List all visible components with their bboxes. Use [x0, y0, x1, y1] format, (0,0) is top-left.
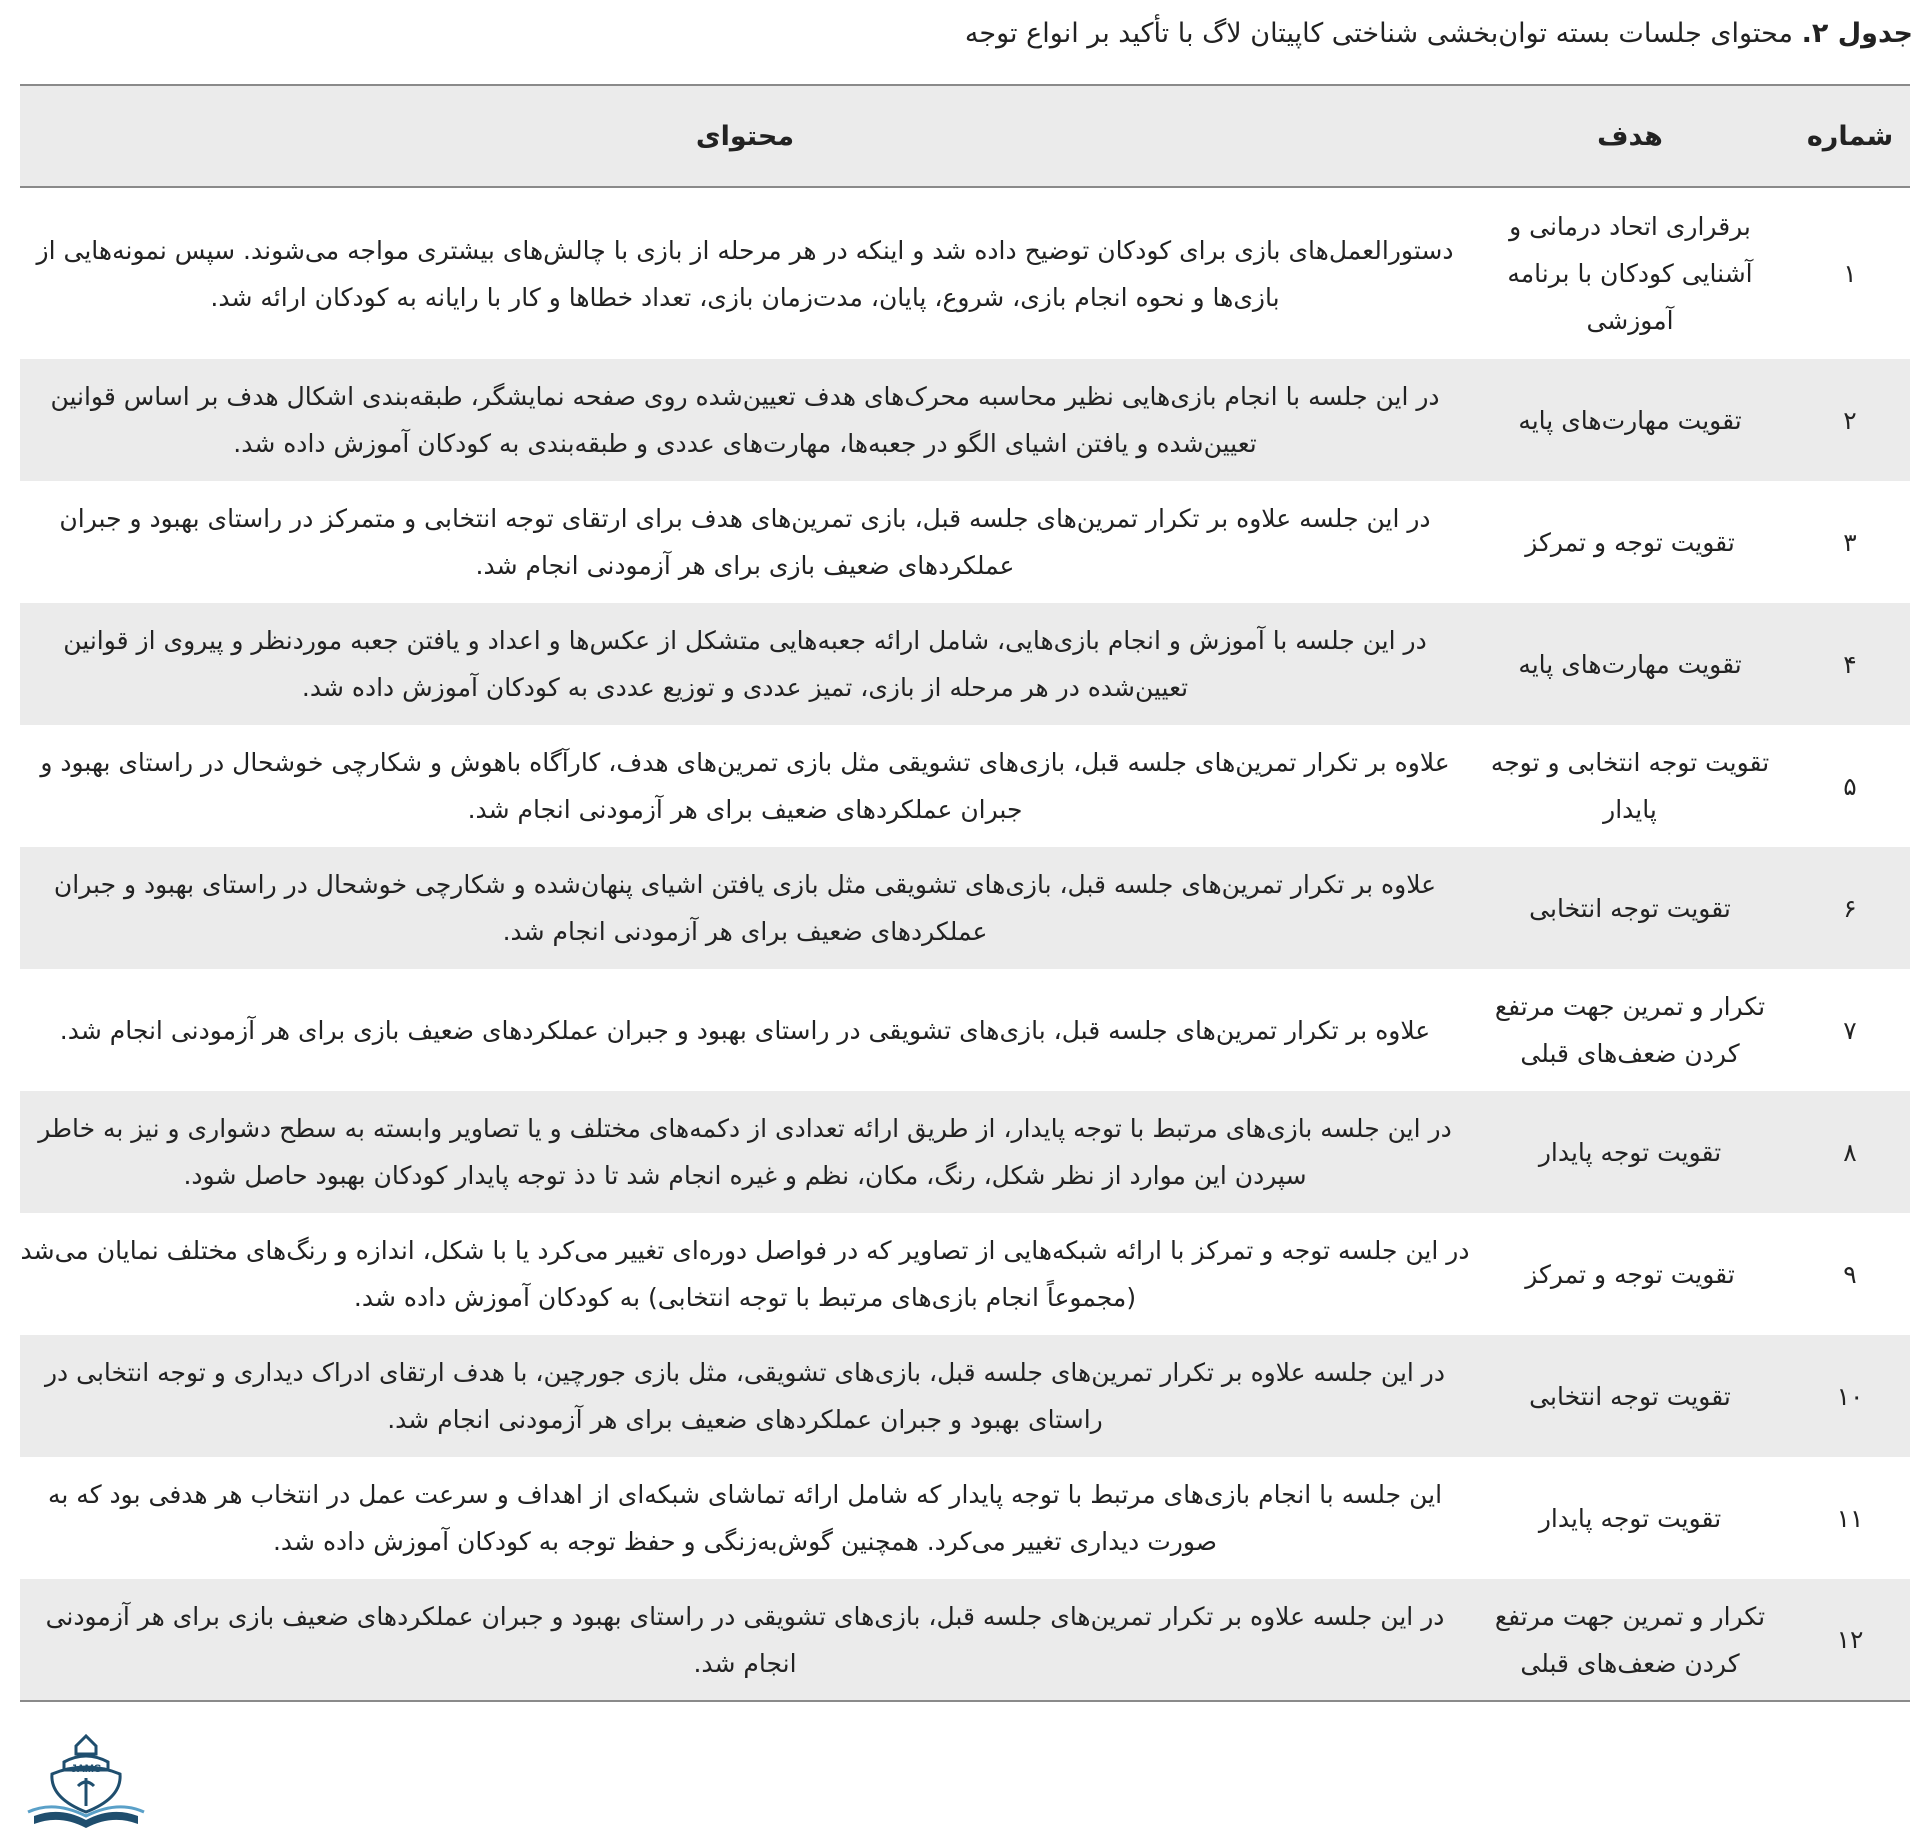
- row-content: دستورالعمل‌های بازی برای کودکان توضیح داده شد و اینکه در هر مرحله از بازی با چالش‌های بیشتری مواجه می‌شوند. سپس نمونه‌هایی از بازی‌ها و نحوه انجام بازی، شروع، پایان، مدت‌زمان بازی، تعداد خطاها و کار با رایانه به کودکان ارائه شد.: [36, 235, 1454, 312]
- row-content: در این جلسه علاوه بر تکرار تمرین‌های جلسه قبل، بازی‌های تشویقی، مثل بازی جورچین، با هدف ارتقای ادراک دیداری و توجه انتخابی در راستای بهبود و جبران عملکردهای ضعیف برای هر آزمودنی انجام شد.: [44, 1358, 1445, 1434]
- table-row: [20, 187, 1910, 359]
- row-number: ۱۲: [1790, 1579, 1910, 1701]
- row-content: علاوه بر تکرار تمرین‌های جلسه قبل، بازی‌های تشویقی در راستای بهبود و جبران عملکردهای ضعیف بازی برای هر آزمودنی انجام شد.: [59, 1015, 1431, 1045]
- row-number: ۱۱: [1836, 1503, 1864, 1533]
- row-goal: تقویت توجه و تمرکز: [1525, 527, 1735, 557]
- table-caption-text: محتوای جلسات بسته توان‌بخشی شناختی کاپیتان لاگ با تأکید بر انواع توجه: [964, 18, 1802, 49]
- header-number: شماره: [1790, 85, 1910, 187]
- header-goal: هدف: [1470, 85, 1790, 187]
- row-content: در این جلسه توجه و تمرکز با ارائه شبکه‌هایی از تصاویر که در فواصل دوره‌ای تغییر می‌کرد یا با شکل، اندازه و رنگ‌های مختلف نمایان می‌شد (مجموعاً انجام بازی‌های مرتبط با توجه انتخابی) به کودکان آموزش داده شد.: [20, 1236, 1470, 1312]
- row-content: علاوه بر تکرار تمرین‌های جلسه قبل، بازی‌های تشویقی مثل بازی تمرین‌های هدف، کارآگاه باهوش و شکارچی خوشحال در راستای بهبود و جبران عملکردهای ضعیف برای هر آزمودنی انجام شد.: [40, 748, 1450, 824]
- table-header-row: [20, 85, 1910, 187]
- row-goal: تقویت توجه و تمرکز: [1525, 1259, 1735, 1289]
- row-goal: تقویت توجه انتخابی: [1529, 893, 1731, 923]
- row-number: ۶: [1843, 893, 1857, 923]
- table-row: [20, 969, 1910, 1091]
- table-row: [20, 1457, 1910, 1579]
- header-content: محتوای: [20, 85, 1470, 187]
- row-goal: تقویت توجه پایدار: [1538, 1503, 1722, 1533]
- row-number: ۱۰: [1836, 1381, 1864, 1411]
- journal-logo: [24, 1732, 148, 1836]
- sessions-table: [20, 84, 1910, 1702]
- table-caption: [20, 12, 1913, 56]
- table-row: [20, 847, 1910, 969]
- row-goal: تقویت توجه انتخابی: [1529, 1381, 1731, 1411]
- row-number: ۵: [1843, 771, 1857, 801]
- row-goal: تکرار و تمرین جهت مرتفع کردن ضعف‌های قبلی: [1470, 1579, 1790, 1701]
- row-content: در این جلسه علاوه بر تکرار تمرین‌های جلسه قبل، بازی‌های تشویقی در راستای بهبود و جبران عملکردهای ضعیف بازی برای هر آزمودنی انجام شد.: [20, 1579, 1470, 1701]
- row-number: ۳: [1843, 527, 1857, 557]
- row-number: ۸: [1843, 1137, 1857, 1167]
- row-goal: تقویت مهارت‌های پایه: [1518, 405, 1742, 435]
- table-caption-label: جدول ۲.: [1801, 18, 1913, 49]
- row-goal: برقراری اتحاد درمانی و آشنایی کودکان با برنامه آموزشی: [1507, 212, 1753, 335]
- row-content: در این جلسه بازی‌های مرتبط با توجه پایدار، از طریق ارائه تعدادی از دکمه‌های مختلف و یا تصاویر وابسته به سطح دشواری و نیز به خاطر سپردن این موارد از نظر شکل، رنگ، مکان، نظم و غیره انجام شد تا دذ توجه پایدار کودکان بهبود حاصل شود.: [38, 1114, 1452, 1190]
- table-row: [20, 1091, 1910, 1213]
- row-content: در این جلسه با انجام بازی‌هایی نظیر محاسبه محرک‌های هدف تعیین‌شده روی صفحه نمایشگر، طبقه‌بندی اشکال هدف بر اساس قوانین تعیین‌شده و یافتن اشیای الگو در جعبه‌ها، مهارت‌های عددی و طبقه‌بندی به کودکان آموزش داده شد.: [50, 382, 1440, 458]
- row-goal: تقویت توجه پایدار: [1538, 1137, 1722, 1167]
- table-row: [20, 1579, 1910, 1701]
- table-row: [20, 359, 1910, 481]
- row-goal: تقویت توجه انتخابی و توجه پایدار: [1490, 748, 1770, 824]
- table-row: [20, 481, 1910, 603]
- row-number: ۲: [1843, 405, 1857, 435]
- row-number: ۹: [1843, 1259, 1857, 1289]
- table-row: [20, 725, 1910, 847]
- logo-wordmark: JAMS: [70, 1763, 102, 1775]
- row-number: ۱: [1843, 259, 1857, 288]
- row-content: علاوه بر تکرار تمرین‌های جلسه قبل، بازی‌های تشویقی مثل بازی یافتن اشیای پنهان‌شده و شکارچی خوشحال در راستای بهبود و جبران عملکردهای ضعیف برای هر آزمودنی انجام شد.: [53, 870, 1437, 946]
- row-goal: تقویت مهارت‌های پایه: [1518, 649, 1742, 679]
- row-content: در این جلسه با آموزش و انجام بازی‌هایی، شامل ارائه جعبه‌هایی متشکل از عکس‌ها و اعداد و یافتن جعبه موردنظر و پیروی از قوانین تعیین‌شده در هر مرحله از بازی، تمیز عددی و توزیع عددی به کودکان آموزش داده شد.: [63, 626, 1427, 702]
- row-number: ۷: [1843, 1015, 1857, 1045]
- table-row: [20, 603, 1910, 725]
- row-content: در این جلسه علاوه بر تکرار تمرین‌های جلسه قبل، بازی تمرین‌های هدف برای ارتقای توجه انتخابی و متمرکز در راستای بهبود و جبران عملکردهای ضعیف بازی برای هر آزمودنی انجام شد.: [59, 504, 1431, 580]
- table-row: [20, 1335, 1910, 1457]
- row-content: این جلسه با انجام بازی‌های مرتبط با توجه پایدار که شامل ارائه تماشای شبکه‌ای از اهداف و سرعت عمل در انتخاب هر هدفی بود که به صورت دیداری تغییر می‌کرد. همچنین گوش‌به‌زنگی و حفظ توجه به کودکان آموزش داده شد.: [47, 1480, 1443, 1556]
- row-goal: تکرار و تمرین جهت مرتفع کردن ضعف‌های قبلی: [1494, 992, 1766, 1068]
- row-number: ۴: [1843, 649, 1857, 679]
- table-row: [20, 1213, 1910, 1335]
